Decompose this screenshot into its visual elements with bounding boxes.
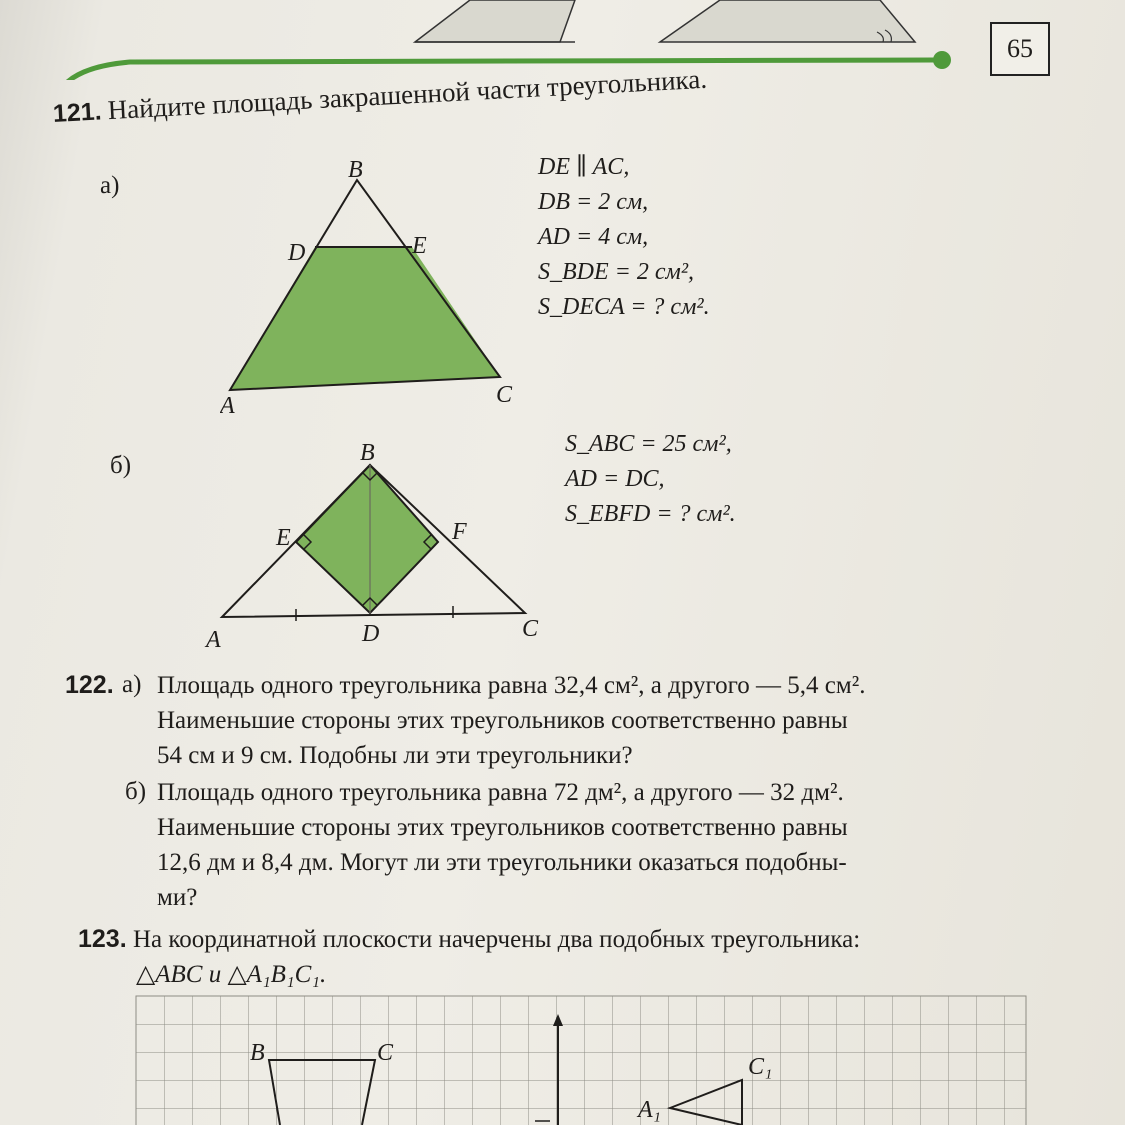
coordinate-grid <box>130 990 1030 1125</box>
point-label-c1: C₁ <box>748 1054 773 1080</box>
point-label-a: A <box>206 627 221 650</box>
given-121a-line: DE ∥ AC, <box>538 154 630 180</box>
problem-121-number: 121. <box>52 97 103 128</box>
given-121b-line: S_EBFD = ? см². <box>565 501 736 527</box>
problem-123-number: 123. <box>78 925 127 953</box>
given-121a-line: AD = 4 см, <box>538 224 649 250</box>
point-label-b: B <box>360 440 375 466</box>
given-121a <box>538 150 710 325</box>
point-label-c: C <box>522 616 539 642</box>
point-label-c: C <box>496 382 513 408</box>
header-decoration <box>0 0 1125 80</box>
point-label-c: C <box>377 1040 394 1066</box>
given-121a-line: S_BDE = 2 см², <box>538 259 695 285</box>
problem-121-title: Найдите площадь закрашенной части треугольника. <box>106 63 708 126</box>
text-line: △ABC и △A₁B₁C₁. <box>136 961 327 988</box>
given-121b-line: S_ABC = 25 см², <box>565 431 732 457</box>
text-line: Наименьшие стороны этих треугольников соответственно равны <box>157 707 848 734</box>
point-label-e: E <box>412 233 427 259</box>
problem-123 <box>78 922 1058 992</box>
text-line: Площадь одного треугольника равна 32,4 см², а другого — 5,4 см². <box>157 672 866 699</box>
problem-121b-label: б) <box>110 452 132 479</box>
given-121a-line: DB = 2 см, <box>538 189 649 215</box>
text-line: Площадь одного треугольника равна 72 дм², а другого — 32 дм². <box>157 779 844 806</box>
point-label-a1: A₁ <box>638 1097 662 1123</box>
point-label-d: D <box>362 621 380 647</box>
text-line: На координатной плоскости начерчены два подобных треугольника: <box>133 926 861 953</box>
problem-122-number: 122. <box>65 671 114 699</box>
point-label-f: F <box>452 519 467 545</box>
shaded-square-ebfd <box>296 465 438 613</box>
problem-122b-label: б) <box>125 778 147 805</box>
problem-122a-label: а) <box>122 671 142 698</box>
figure-121a-triangle <box>220 155 520 425</box>
text-line: ми? <box>157 884 198 911</box>
given-121a-line: S_DECA = ? см². <box>538 294 710 320</box>
problem-122 <box>65 668 1065 911</box>
given-121b-line: AD = DC, <box>565 466 665 492</box>
point-label-e: E <box>276 525 291 551</box>
given-121b <box>565 427 736 532</box>
problem-121a-label: а) <box>100 172 120 199</box>
text-line: 12,6 дм и 8,4 дм. Могут ли эти треугольники оказаться подобны- <box>157 849 847 876</box>
point-label-b: B <box>348 157 363 183</box>
text-line: Наименьшие стороны этих треугольников соответственно равны <box>157 814 848 841</box>
point-label-d: D <box>288 240 306 266</box>
figure-121b-triangle <box>200 435 550 650</box>
point-label-a: A <box>220 393 235 419</box>
page-number: 65 <box>990 22 1050 76</box>
point-label-b: B <box>250 1040 265 1066</box>
text-line: 54 см и 9 см. Подобны ли эти треугольники? <box>157 742 633 769</box>
shaded-trapezoid-deca <box>230 247 500 390</box>
